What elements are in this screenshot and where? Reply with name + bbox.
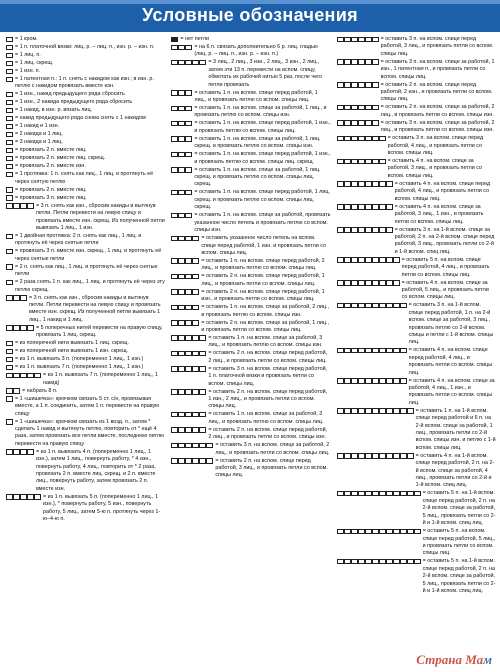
stitch-symbol-icon — [6, 69, 13, 75]
stitch-symbol-icon — [337, 204, 393, 210]
legend-text: = оставить 4 п. на 1-й вспом. спице перед работой, 2 п. на 2-й вспом. спице за работой, 4 лиц., провязать петли со 2-й и 1-й вспом. спиц лиц. — [415, 452, 495, 489]
legend-text: = оставить 5 п. на 1-й вспом. спице перед работой, 2 п. на 2-й вспом. спице за работой, 5 лиц., провязать петли со 2-й и 1-й вспом. спиц лиц. — [422, 558, 496, 594]
stitch-symbol-icon — [337, 280, 400, 286]
legend-entry — [171, 273, 330, 288]
legend-text: = 2 раза снять 1 п. как лиц., 1 лиц. и протянуть её через эту петлю скрещ. — [15, 279, 165, 293]
legend-text: = оставить 5 п. на вспом. спице перед работой, 5 лиц., и провязать петли со вспом. спицы лиц. — [422, 528, 496, 557]
legend-column-1 — [6, 36, 165, 668]
stitch-symbol-icon — [6, 124, 13, 130]
page-title: Условные обозначения — [142, 5, 358, 25]
legend-entry — [337, 120, 496, 135]
legend-text: = 1 «шишечка»: крючком связать из 1 возд. п., затем * сделать 1 накид и вытянуть петлю, повторить от * ещё 4 раза, затем провязать все петли вместе, последнюю петлю перевести на правую спицу — [15, 418, 165, 447]
legend-entry — [337, 36, 496, 58]
legend-text: = 1 изн. п. — [15, 68, 41, 74]
legend-entry — [337, 82, 496, 104]
legend-text: = из поперечной нити вывязать 1 изн. скрещ. — [15, 348, 129, 355]
header-banner — [0, 0, 500, 32]
legend-entry — [6, 155, 165, 162]
legend-text: = 1 протяжка: 1 п. снять как лиц., 1 лиц. и протянуть её через снятую петлю — [15, 171, 154, 185]
legend-text: = оставить 4 п. на вспом. спице перед работой, 4 лиц., и провязать петли со вспом. спицы лиц. — [408, 347, 493, 376]
legend-entry — [171, 289, 330, 304]
legend-entry — [337, 302, 496, 346]
legend-text: = оставить 2 п. на вспом. спице перед работой, 1 изн., и провязать петли со вспом. спицы лиц. — [201, 288, 325, 303]
stitch-symbol-icon — [171, 389, 206, 395]
legend-text: = оставить 3 п. на вспом. спице перед работой, 4 лиц., и провязать петли со вспом. спицы лиц. — [387, 135, 484, 157]
legend-entry — [171, 366, 330, 388]
stitch-symbol-icon — [171, 136, 192, 142]
legend-text: = оставить 1 п. на вспом. спице за работой, 1 лиц. скрещ. и провязать петлю со вспом. спицы изн. — [194, 135, 321, 150]
legend-text: = оставить 3 п. на 1-й вспом. спице перед работой, 1 п. на 2-й вспом. спице за работой, 3 лиц., провязать петлю со 2-й вспом. спицы и петли с 1-й вспом. спицы лиц. — [408, 302, 494, 346]
legend-text: = оставить 3 п. на вспом. спице за работой, 2 лиц., и провязать петли со вспом. спицы лиц. — [215, 442, 330, 456]
legend-text: = накид предыдущего ряда снова снять с 1 накидом — [15, 115, 146, 122]
stitch-symbol-icon — [6, 203, 34, 209]
stitch-symbol-icon — [171, 190, 192, 196]
legend-text: = 5 поперечных нитей перевести на правую спицу, провязать 1 лиц. скрещ. — [36, 324, 163, 339]
legend-entry — [171, 36, 330, 43]
legend-entry — [171, 320, 330, 335]
stitch-symbol-icon — [6, 132, 13, 138]
legend-entry — [6, 44, 165, 51]
stitch-symbol-icon — [6, 388, 20, 394]
legend-entry — [171, 90, 330, 105]
legend-column-2 — [171, 36, 330, 668]
stitch-symbol-icon — [6, 164, 13, 170]
legend-entry — [6, 340, 165, 347]
legend-text: = оставить 2 п. на вспом. спице перед работой, 1 лиц., и провязать петли со вспом. спицы лиц. — [201, 273, 325, 287]
stitch-symbol-icon — [171, 213, 192, 219]
legend-entry — [6, 99, 165, 106]
legend-entry — [6, 264, 165, 279]
legend-entry — [171, 458, 330, 480]
stitch-symbol-icon — [337, 227, 393, 233]
legend-text: = 1 изн., 2 накида предыдущего ряда сбросить — [15, 99, 133, 106]
stitch-symbol-icon — [337, 408, 414, 414]
stitch-symbol-icon — [171, 121, 192, 127]
legend-text: = оставить 2 п. на вспом. спице за работой, 2 лиц., и провязать петли со вспом. спицы изн. — [380, 104, 495, 118]
legend-text: = провязать 2 п. вместе лиц. — [15, 147, 87, 154]
stitch-symbol-icon — [6, 53, 13, 59]
stitch-symbol-icon — [337, 378, 407, 384]
stitch-symbol-icon — [6, 195, 13, 201]
stitch-symbol-icon — [337, 491, 421, 497]
legend-entry — [171, 427, 330, 442]
legend-text: = оставить 5 п. на вспом. спице перед работой, 4 лиц., и провязать петли со вспом. спицы лиц. — [401, 256, 490, 278]
legend-entry — [6, 36, 165, 43]
legend-text: = оставить 2 п. на вспом. спице за работой, 1 лиц., и провязать петли со вспом. спицы лиц. — [201, 319, 329, 333]
stitch-symbol-icon — [6, 449, 34, 455]
legend-text: = оставить 4 п. на вспом. спице перед работой, 4 лиц., и провязать петли со вспом. спицы лиц. — [394, 180, 491, 202]
stitch-symbol-icon — [337, 105, 379, 111]
legend-entry — [337, 257, 496, 279]
legend-text: = оставить 1 п. на вспом. спице перед работой, 1 лиц. скрещ. и провязать петлю со вспом. спицы лиц. скрещ. — [194, 189, 330, 211]
legend-entry — [6, 139, 165, 146]
legend-column-3 — [337, 36, 496, 668]
legend-text: = оставить 4 п. на вспом. спице за работой, 4 лиц., 1 изн., и провязать петли со вспом. спицы лиц. — [408, 377, 495, 406]
stitch-symbol-icon — [337, 136, 386, 142]
stitch-symbol-icon — [337, 559, 421, 565]
legend-entry — [171, 442, 330, 457]
legend-entry — [171, 212, 330, 234]
legend-text: = оставить 1 п. на вспом. спице за работой, 1 лиц. скрещ. и провязать петлю со вспом. спицы лиц. скрещ. — [194, 166, 321, 188]
legend-entry — [337, 204, 496, 226]
stitch-symbol-icon — [6, 92, 13, 98]
legend-entry — [171, 258, 330, 273]
legend-text: = оставить 1 п. на вспом. спице перед работой, 2 лиц., и провязать петлю со вспом. спицы лиц. — [201, 257, 325, 272]
stitch-symbol-icon — [337, 529, 421, 535]
legend-entry — [6, 494, 165, 524]
stitch-symbol-icon — [6, 172, 13, 178]
stitch-symbol-icon — [337, 120, 379, 126]
stitch-symbol-icon — [171, 289, 199, 295]
stitch-symbol-icon — [337, 82, 379, 88]
legend-text: = оставить 3 п. на вспом. спице перед работой, 1 п. платочной вязки и провязать петли со вспом. спицы лиц. — [208, 365, 328, 387]
legend-entry — [171, 304, 330, 319]
stitch-symbol-icon — [6, 494, 41, 500]
legend-entry — [337, 453, 496, 490]
legend-entry — [171, 136, 330, 151]
legend-entry — [337, 59, 496, 81]
legend-entry — [6, 364, 165, 371]
legend-text: = провязать 3 п. вместе лиц. — [15, 194, 87, 201]
legend-text: = 1 накид, в изн. р. вязать лиц. — [15, 107, 93, 114]
legend-entry — [6, 203, 165, 233]
legend-text: = оставить 3 п. на вспом. спице за работой, 1 изн., 1 патентная п., и провязать петли со вспом. спицы лиц. — [380, 58, 495, 80]
legend-entry — [6, 123, 165, 130]
stitch-symbol-icon — [6, 325, 34, 331]
legend-text: = 2 п. снять как лиц., 1 лиц. и протянуть её через снятые петли — [15, 263, 158, 278]
stitch-symbol-icon — [6, 419, 13, 425]
stitch-symbol-icon — [6, 77, 13, 83]
legend-entry — [6, 195, 165, 202]
legend-entry — [337, 104, 496, 119]
legend-text: = оставить 1 п. на вспом. спице перед работой, 1 изн., и провязать петлю со вспом. спицы лиц. — [194, 120, 331, 134]
stitch-symbol-icon — [171, 335, 206, 341]
legend-entry — [6, 171, 165, 186]
legend-text: = набрать 8 п. — [22, 387, 58, 394]
stitch-symbol-icon — [171, 258, 199, 264]
legend-text: = на 6 п. связать дополнительно 6 р. лиц. гладью (лиц. р. – лиц. п., изн. р. – изн. п.) — [194, 44, 318, 58]
legend-text: = оставить 3 п. на 1-й вспом. спице за работой, 2 п. на 2-й вспом. спице перед работой, 3 лиц., провязать петли со 2-й и 1-й вспом. спиц лиц. — [394, 226, 495, 255]
legend-entry — [6, 60, 165, 67]
legend-entry — [6, 147, 165, 154]
legend-entry — [337, 558, 496, 595]
legend-text: = 1 п. платочной вязки: лиц. р. – лиц. п., изн. р. – изн. п. — [15, 44, 155, 50]
legend-text: = оставить 1 п. на вспом. спице за работой, 2 лиц., и провязать петлю со вспом. спицы изн. — [201, 304, 329, 318]
legend-entry — [6, 372, 165, 387]
legend-text: = оставить 1 п. на вспом. спице за работой, провязать указанное число петель и провязать петлю со вспом. спицы изн. — [194, 212, 331, 234]
legend-entry — [6, 248, 165, 263]
stitch-symbol-icon — [6, 234, 13, 240]
legend-text: = оставить 3 п. на вспом. спице перед работой, 3 лиц., и провязать петли со вспом. спицы лиц. — [380, 36, 494, 57]
legend-entry — [337, 408, 496, 452]
legend-text: = 1 кром. — [15, 36, 38, 42]
legend-entry — [337, 135, 496, 157]
legend-text: = оставить 1 п. на вспом. спице за работой, 1 лиц., и провязать петлю со вспом. спицы изн. — [194, 105, 327, 119]
stitch-symbol-icon — [337, 59, 379, 65]
legend-entry — [6, 356, 165, 363]
stitch-symbol-icon — [337, 257, 400, 263]
legend-text: = оставить 1 п. на вспом. спице за работой, 3 лиц., и провязать петлю со вспом. спицы лиц. — [208, 411, 324, 425]
stitch-symbol-icon — [6, 373, 41, 379]
stitch-symbol-icon — [171, 366, 206, 372]
stitch-symbol-icon — [171, 320, 199, 326]
legend-text: = 1 «шишечка»: крючком связать 5 ст. с/н, провязывая вместе, а 1 п. соединить, затем 1 п. перевести на правую спицу — [15, 395, 160, 417]
legend-columns — [6, 36, 496, 668]
legend-entry — [171, 235, 330, 257]
legend-text: = 1 изн., накид предыдущего ряда сбросить — [15, 91, 125, 98]
watermark-logo: Страна Мам — [416, 652, 492, 667]
legend-text: = оставить указанное число петель на вспом. спице перед работой, 1 изн. и провязать петли со вспом. спицы лиц. — [201, 235, 327, 256]
legend-entry — [6, 325, 165, 340]
legend-entry — [6, 187, 165, 194]
legend-text: = оставить 2 п. на вспом. спице перед работой, 2 изн., и провязать петли со вспом. спицы лиц. — [380, 81, 493, 103]
stitch-symbol-icon — [6, 264, 13, 270]
legend-text: = 3 накида и 1 лиц. — [15, 139, 63, 146]
legend-text: = 1 лиц. скрещ. — [15, 60, 54, 66]
stitch-symbol-icon — [171, 167, 192, 173]
legend-text: = оставить 1 п. на вспом. спице перед работой, 1 изн., и провязать петлю со вспом. спицы лиц. скрещ. — [194, 151, 331, 165]
legend-entry — [6, 115, 165, 122]
legend-entry — [6, 91, 165, 98]
legend-entry — [337, 528, 496, 558]
legend-text: = 2 накида и 1 лиц. — [15, 131, 63, 138]
legend-text: = оставить 5 п. на 1-й вспом. спице перед работой, 2 п. на 2-й вспом. спице за работой, 5 лиц., провязать петли со 2-й и 1-й вспом. спиц лиц. — [422, 490, 496, 527]
stitch-symbol-icon — [171, 412, 206, 418]
legend-entry — [6, 348, 165, 355]
stitch-symbol-icon — [337, 37, 379, 43]
legend-text: = 1 лиц. п. — [15, 52, 41, 58]
legend-text: = из 1 п. вывязать 4 п. (попеременно 1 лиц., 1 изн.), затем 1 лиц., повернуть работу, * 4 изн., повернуть работу, 4 лиц., повторить от * 2 раза, провязать 2 п. вместе лиц. скрещ. и 2 п. вместе лиц., повернуть работу, затем провязать 2 п. вместе изн. — [36, 448, 156, 492]
legend-text: = оставить 4 п. на вспом. спице за работой, 3 лиц., и провязать петли со вспом. спицы лиц. — [387, 158, 483, 179]
legend-text: = из поперечной нити вывязать 1 лиц. скрещ. — [15, 340, 129, 347]
legend-entry — [171, 151, 330, 166]
stitch-symbol-icon — [337, 159, 386, 165]
stitch-symbol-icon — [6, 45, 13, 51]
stitch-symbol-icon — [171, 443, 213, 449]
stitch-symbol-icon — [6, 349, 13, 355]
stitch-symbol-icon — [6, 108, 13, 114]
legend-entry — [6, 419, 165, 449]
legend-text: = 3 п. снять как изн., сбросив накиды и вытянув петли. Петли перевести на левую спицу и провязать вместе изн. скрещ. Из полученной петли вывязать 1 лиц., 1 изн. — [36, 202, 165, 232]
stitch-symbol-icon — [171, 351, 206, 357]
legend-text: = оставить 2 п. на вспом. спице перед работой, 2 лиц., и провязать петли со вспом. спицы лиц. — [208, 350, 328, 364]
stitch-symbol-icon — [6, 61, 13, 67]
legend-entry — [337, 347, 496, 377]
stitch-symbol-icon — [337, 453, 414, 459]
stitch-symbol-icon — [171, 37, 178, 43]
stitch-symbol-icon — [171, 60, 206, 66]
stitch-symbol-icon — [337, 181, 393, 187]
legend-text: = оставить 1 п. на вспом. спице перед работой, 1 лиц., и провязать петлю со вспом. спицы лиц. — [194, 89, 318, 104]
stitch-symbol-icon — [171, 427, 206, 433]
stitch-symbol-icon — [6, 156, 13, 162]
legend-entry — [171, 389, 330, 411]
stitch-symbol-icon — [6, 280, 13, 286]
legend-text: = оставить 2 п. на вспом. спице перед работой, 2 лиц., и провязать петли со вспом. спицы изн. — [208, 426, 328, 441]
stitch-symbol-icon — [6, 100, 13, 106]
legend-entry — [337, 181, 496, 203]
legend-entry — [171, 335, 330, 350]
stitch-symbol-icon — [6, 365, 13, 371]
legend-entry — [6, 279, 165, 294]
stitch-symbol-icon — [171, 45, 192, 51]
stitch-symbol-icon — [171, 90, 192, 96]
stitch-symbol-icon — [6, 140, 13, 146]
legend-text: = провязать 2 п. вместе лиц. — [15, 186, 87, 193]
legend-entry — [171, 167, 330, 189]
legend-entry — [6, 396, 165, 418]
legend-entry — [6, 163, 165, 170]
stitch-symbol-icon — [171, 152, 192, 158]
legend-text: = оставить 1 п. на вспом. спице за работой, 3 лиц., и провязать петлю со вспом. спицы изн. — [208, 334, 323, 349]
legend-text: = оставить 2 п. на вспом. спице перед работой, 3 лиц., и провязать петли со вспом. спицы лиц. — [215, 457, 328, 479]
legend-text: = провязать 2 п. вместе изн. — [15, 163, 86, 170]
stitch-symbol-icon — [337, 303, 407, 309]
legend-entry — [6, 52, 165, 59]
legend-text: = оставить 2 п. на вспом. спице перед работой, 1 изн., 2 лиц., и провязать петли со вспом. спицы лиц. — [208, 388, 328, 410]
stitch-symbol-icon — [6, 341, 13, 347]
legend-text: = из 1 п. вывязать 7 п. (попеременно 1 лиц., 1 накид) — [43, 372, 159, 386]
legend-text: = 1 накид и 1 изн. — [15, 123, 60, 130]
stitch-symbol-icon — [6, 249, 13, 255]
legend-entry — [171, 411, 330, 426]
stitch-symbol-icon — [6, 37, 13, 43]
legend-text: = оставить 1 п. на 1-й вспом. спице перед работой и 6 п. на 2-й вспом. спице за работой, 1 лиц., провязать петли со 2-й вспом. спицы изн. и петлю с 1-й вспом. спицы лиц. — [415, 407, 496, 451]
stitch-symbol-icon — [171, 305, 199, 311]
legend-entry — [337, 280, 496, 302]
header-stripe — [0, 0, 500, 4]
stitch-symbol-icon — [6, 295, 27, 301]
legend-entry — [171, 189, 330, 211]
legend-entry — [171, 44, 330, 59]
legend-text: = провязать 2 п. вместе лиц. скрещ. — [15, 155, 106, 162]
stitch-symbol-icon — [337, 348, 407, 354]
legend-text: = из 1 п. вывязать 7 п. (попеременно 1 лиц., 1 изн.) — [15, 364, 144, 371]
legend-text: = 3 лиц., 2 лиц., 3 изн., 2 лиц., 3 изн., 2 лиц., затем эти 13 п. перевести на вспом. спицу, обмотать их рабочей нитью 5 раз, после чего петли провязать — [208, 59, 323, 88]
stitch-symbol-icon — [6, 396, 13, 402]
legend-text: = оставить 4 п. на вспом. спице за работой, 5 лиц., и провязать петли со вспом. спицы лиц. — [401, 279, 489, 301]
legend-text: = 1 патентная п.: 1 п. снять с накидом как изн.; в изн. р. петлю с накидом провязать вместе изн. — [15, 76, 154, 90]
legend-entry — [171, 59, 330, 89]
stitch-symbol-icon — [6, 116, 13, 122]
legend-entry — [6, 295, 165, 325]
legend-entry — [171, 105, 330, 120]
legend-text: = оставить 4 п. на вспом. спице за работой, 3 лиц., 1 изн., и провязать петли со вспом. спицы лиц. — [394, 203, 484, 225]
stitch-symbol-icon — [6, 187, 13, 193]
stitch-symbol-icon — [171, 274, 199, 280]
legend-entry — [171, 350, 330, 365]
legend-entry — [6, 233, 165, 248]
legend-entry — [337, 490, 496, 527]
legend-entry — [6, 68, 165, 75]
legend-text: = оставить 3 п. на вспом. спице за работой, 2 лиц., и провязать петли со вспом. спицы изн. — [380, 119, 495, 134]
legend-entry — [337, 158, 496, 180]
legend-text: = из 1 п. вывязать 3 п. (попеременно 1 лиц., 1 изн.) — [15, 356, 144, 363]
legend-entry — [6, 449, 165, 493]
legend-text: = провязать 3 п. вместе изн. скрещ., 1 лиц. и протянуть её через снятые петли — [15, 248, 162, 262]
legend-text: = 3 п. снять как изн., сбросив накиды и вытянув петли. Петли перевести на левую спицу и провязать вместе изн. скрещ. Из полученной петли вывязать 1 лиц., 1 накид и 1 лиц. — [29, 294, 161, 323]
legend-entry — [337, 378, 496, 408]
legend-entry — [6, 388, 165, 395]
stitch-symbol-icon — [171, 458, 213, 464]
legend-text: = нет петли — [180, 36, 209, 42]
legend-text: = из 1 п. вывязать 5 п. (попеременно 1 лиц., 1 изн.), * повернуть работу, 5 изн., повернуть работу, 5 лиц., затем 5-ю п. протянуть через 1-ю–4-ю п. — [43, 493, 161, 522]
legend-entry — [6, 107, 165, 114]
legend-entry — [337, 227, 496, 257]
legend-entry — [6, 131, 165, 138]
legend-entry — [171, 120, 330, 135]
stitch-symbol-icon — [171, 236, 199, 242]
legend-entry — [6, 76, 165, 91]
stitch-symbol-icon — [6, 357, 13, 363]
stitch-symbol-icon — [171, 106, 192, 112]
stitch-symbol-icon — [6, 148, 13, 154]
legend-text: = 1 двойная протяжка: 2 п. снять как лиц., 1 лиц. и протянуть её через снятые петли — [15, 233, 142, 247]
